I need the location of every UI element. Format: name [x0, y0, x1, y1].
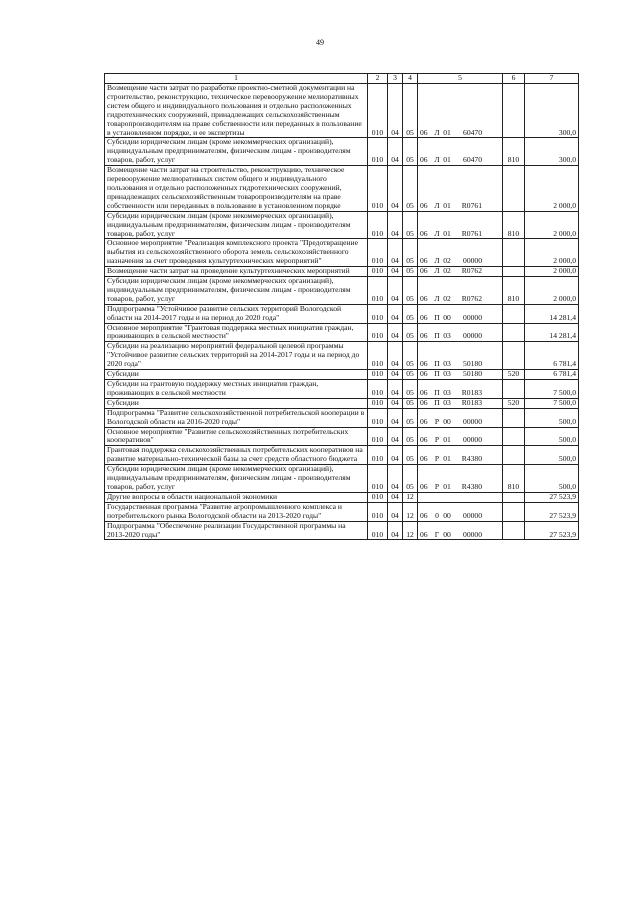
target-article-code — [418, 304, 503, 323]
target-article-code — [418, 342, 503, 370]
grbs-code: 010 — [368, 427, 388, 446]
target-article-part: 01 — [443, 200, 451, 210]
section-code: 04 — [388, 277, 403, 305]
section-code: 04 — [388, 521, 403, 540]
section-code: 04 — [388, 408, 403, 427]
grbs-code: 010 — [368, 323, 388, 342]
target-article-part: Л — [434, 200, 440, 210]
row-name: Подпрограмма "Устойчивое развитие сельских территорий Вологодской области на 2014-2017 годы и на период до 2020 года" — [105, 304, 368, 323]
grbs-code: 010 — [368, 398, 388, 408]
target-article-code — [418, 84, 503, 138]
subsection-code: 05 — [403, 380, 418, 399]
subsection-code: 05 — [403, 277, 418, 305]
target-article-code — [418, 166, 503, 212]
subsection-code: 05 — [403, 239, 418, 267]
target-article-part: Л — [434, 228, 440, 238]
expense-type-code: 810 — [503, 277, 525, 305]
amount: 27 523,9 — [525, 492, 579, 502]
target-article-part: 01 — [443, 228, 451, 238]
target-article-part: 03 — [443, 369, 451, 379]
row-name: Возмещение части затрат на строительство, реконструкцию, техническое перевооружение мелиоративных систем общего и индивидуального пользования и отдельно расположенных гидротехнических сооружений, принадлежащих сельскохозяйственным товаропроизводителям на праве собственности или переданных в пользование в установленном порядке — [105, 166, 368, 212]
target-article-code — [418, 502, 503, 521]
target-article-part: 50180 — [463, 359, 482, 369]
grbs-code: 010 — [368, 492, 388, 502]
section-code: 04 — [388, 84, 403, 138]
target-article-code — [418, 380, 503, 399]
amount: 2 000,0 — [525, 267, 579, 277]
target-article-part: Л — [434, 293, 440, 303]
row-name: Грантовая поддержка сельскохозяйственных потребительских кооперативов на развитие материально-технической базы за счет средств областного бюджета — [105, 446, 368, 465]
table-row — [105, 323, 579, 342]
target-article-part: 06 — [420, 510, 428, 520]
target-article-code — [418, 492, 503, 502]
amount: 500,0 — [525, 408, 579, 427]
expense-type-code: 520 — [503, 398, 525, 408]
target-article-part: 60470 — [463, 155, 482, 165]
row-name: Государственная программа "Развитие агропромышленного комплекса и потребительского рынка Вологодской области на 2013-2020 годы" — [105, 502, 368, 521]
amount: 7 500,0 — [525, 380, 579, 399]
amount: 2 000,0 — [525, 211, 579, 239]
target-article-part: 00000 — [463, 435, 482, 445]
target-article-part: П — [434, 359, 440, 369]
table-row — [105, 380, 579, 399]
target-article-part: 06 — [420, 266, 428, 276]
expense-type-code — [503, 446, 525, 465]
target-article-code — [418, 323, 503, 342]
grbs-code: 010 — [368, 446, 388, 465]
grbs-code: 010 — [368, 239, 388, 267]
grbs-code: 010 — [368, 304, 388, 323]
subsection-code: 05 — [403, 166, 418, 212]
expense-type-code — [503, 521, 525, 540]
expense-type-code — [503, 380, 525, 399]
page-number: 49 — [316, 38, 324, 47]
amount: 2 000,0 — [525, 239, 579, 267]
grbs-code: 010 — [368, 277, 388, 305]
target-article-part: 00 — [443, 416, 451, 426]
amount: 2 000,0 — [525, 166, 579, 212]
grbs-code: 010 — [368, 211, 388, 239]
target-article-part: 60470 — [463, 127, 482, 137]
subsection-code: 05 — [403, 304, 418, 323]
table-row — [105, 370, 579, 380]
subsection-code: 12 — [403, 492, 418, 502]
table-row — [105, 304, 579, 323]
target-article-part: R4380 — [461, 481, 482, 491]
subsection-code: 05 — [403, 84, 418, 138]
target-article-part: 06 — [420, 359, 428, 369]
target-article-part: 06 — [420, 387, 428, 397]
amount: 300,0 — [525, 84, 579, 138]
section-code: 04 — [388, 502, 403, 521]
table-row — [105, 492, 579, 502]
header-cell: 4 — [403, 74, 418, 84]
header-cell: 1 — [105, 74, 368, 84]
subsection-code: 05 — [403, 267, 418, 277]
header-cell: 2 — [368, 74, 388, 84]
expense-type-code — [503, 239, 525, 267]
expense-type-code: 520 — [503, 370, 525, 380]
subsection-code: 05 — [403, 398, 418, 408]
target-article-part: 06 — [420, 435, 428, 445]
section-code: 04 — [388, 138, 403, 166]
target-article-part: Л — [434, 256, 440, 266]
target-article-part: 01 — [443, 481, 451, 491]
expense-type-code — [503, 342, 525, 370]
section-code: 04 — [388, 370, 403, 380]
target-article-part: П — [434, 369, 440, 379]
row-name: Подпрограмма "Обеспечение реализации Государственной программы на 2013-2020 годы" — [105, 521, 368, 540]
row-name: Субсидии юридическим лицам (кроме некоммерческих организаций), индивидуальным предпринимателям, физическим лицам - производителям товаров, работ, услуг — [105, 277, 368, 305]
row-name: Субсидии юридическим лицам (кроме некоммерческих организаций), индивидуальным предпринимателям, физическим лицам - производителям товаров, работ, услуг — [105, 211, 368, 239]
target-article-part: 03 — [443, 398, 451, 407]
section-code: 04 — [388, 166, 403, 212]
target-article-part: 03 — [443, 387, 451, 397]
target-article-code — [418, 398, 503, 408]
expense-type-code — [503, 84, 525, 138]
target-article-part: 02 — [443, 293, 451, 303]
target-article-part: 06 — [420, 228, 428, 238]
target-article-part: 06 — [420, 293, 428, 303]
header-cell: 3 — [388, 74, 403, 84]
row-name: Субсидии юридическим лицам (кроме некоммерческих организаций), индивидуальным предпринимателям, физическим лицам - производителям товаров, работ, услуг — [105, 138, 368, 166]
expense-type-code — [503, 427, 525, 446]
target-article-part: R0183 — [461, 398, 482, 407]
table-row — [105, 211, 579, 239]
grbs-code: 010 — [368, 370, 388, 380]
target-article-code — [418, 521, 503, 540]
amount: 14 281,4 — [525, 304, 579, 323]
target-article-code — [418, 138, 503, 166]
row-name: Возмещение части затрат на проведение культуртехнических мероприятий — [105, 267, 368, 277]
section-code: 04 — [388, 211, 403, 239]
target-article-part: 00 — [443, 529, 451, 539]
table-row — [105, 267, 579, 277]
row-name: Основное мероприятие "Развитие сельскохозяйственных потребительских кооперативов" — [105, 427, 368, 446]
grbs-code: 010 — [368, 408, 388, 427]
grbs-code: 010 — [368, 138, 388, 166]
subsection-code: 05 — [403, 138, 418, 166]
section-code: 04 — [388, 465, 403, 493]
target-article-part: 03 — [443, 359, 451, 369]
row-name: Субсидии — [105, 370, 368, 380]
grbs-code: 010 — [368, 342, 388, 370]
table-row — [105, 465, 579, 493]
target-article-part: Р — [434, 481, 440, 491]
target-article-part: 00 — [443, 510, 451, 520]
target-article-part: Л — [434, 127, 440, 137]
target-article-code — [418, 239, 503, 267]
target-article-part: 02 — [443, 256, 451, 266]
target-article-part: 06 — [420, 481, 428, 491]
target-article-code — [418, 446, 503, 465]
target-article-part: R0183 — [461, 387, 482, 397]
target-article-part: 00000 — [463, 416, 482, 426]
table-row — [105, 398, 579, 408]
section-code: 04 — [388, 492, 403, 502]
target-article-part: 01 — [443, 155, 451, 165]
target-article-part: Г — [434, 529, 440, 539]
target-article-part: 06 — [420, 256, 428, 266]
target-article-part: R0762 — [461, 266, 482, 276]
header-cell: 6 — [503, 74, 525, 84]
row-name: Возмещение части затрат по разработке проектно-сметной документации на строительство, реконструкцию, техническое перевооружение мелиоративных систем общего и индивидуального пользования и отдельно расположенных гидротехнических сооружений, принадлежащих сельскохозяйственным товаропроизводителям на праве собственности или переданных в пользование в установленном порядке, и ее экспертизы — [105, 84, 368, 138]
expense-type-code: 810 — [503, 211, 525, 239]
expense-type-code — [503, 323, 525, 342]
target-article-part: 00000 — [463, 510, 482, 520]
amount: 6 781,4 — [525, 342, 579, 370]
subsection-code: 05 — [403, 446, 418, 465]
amount: 6 781,4 — [525, 370, 579, 380]
header-cell: 5 — [418, 74, 503, 84]
grbs-code: 010 — [368, 166, 388, 212]
target-article-code — [418, 211, 503, 239]
row-name: Субсидии — [105, 398, 368, 408]
target-article-part: П — [434, 398, 440, 407]
table-row — [105, 427, 579, 446]
row-name: Субсидии на реализацию мероприятий федеральной целевой программы "Устойчивое развитие сельских территорий на 2014-2017 годы и на период до 2020 года" — [105, 342, 368, 370]
row-name: Субсидии на грантовую поддержку местных инициатив граждан, проживающих в сельской местности — [105, 380, 368, 399]
target-article-part: 01 — [443, 435, 451, 445]
subsection-code: 05 — [403, 370, 418, 380]
amount: 300,0 — [525, 138, 579, 166]
target-article-part: 06 — [420, 369, 428, 379]
target-article-code — [418, 267, 503, 277]
target-article-part: Р — [434, 416, 440, 426]
expense-type-code — [503, 267, 525, 277]
row-name: Основное мероприятие "Грантовая поддержка местных инициатив граждан, проживающих в сельской местности" — [105, 323, 368, 342]
target-article-part: 02 — [443, 266, 451, 276]
target-article-part: 06 — [420, 312, 428, 322]
grbs-code: 010 — [368, 267, 388, 277]
target-article-part: 06 — [420, 127, 428, 137]
target-article-part: 06 — [420, 331, 428, 341]
amount: 500,0 — [525, 427, 579, 446]
expense-type-code — [503, 166, 525, 212]
table-row — [105, 239, 579, 267]
target-article-part: 0 — [435, 510, 439, 520]
target-article-part: 00000 — [463, 331, 482, 341]
subsection-code: 05 — [403, 408, 418, 427]
table-row — [105, 408, 579, 427]
subsection-code: 05 — [403, 342, 418, 370]
section-code: 04 — [388, 380, 403, 399]
target-article-part: П — [434, 312, 440, 322]
amount: 500,0 — [525, 465, 579, 493]
section-code: 04 — [388, 398, 403, 408]
target-article-code — [418, 370, 503, 380]
target-article-part: 00000 — [463, 312, 482, 322]
table-row — [105, 446, 579, 465]
row-name: Основное мероприятие "Реализация комплексного проекта "Предотвращение выбытия из сельскохозяйственного оборота земель сельскохозяйственного назначения за счет проведения культуртехнических мероприятий" — [105, 239, 368, 267]
expense-type-code — [503, 502, 525, 521]
target-article-part: Л — [434, 266, 440, 276]
amount: 500,0 — [525, 446, 579, 465]
target-article-part: 00 — [443, 312, 451, 322]
target-article-part: Р — [434, 454, 440, 464]
target-article-part: Л — [434, 155, 440, 165]
target-article-part: 50180 — [463, 369, 482, 379]
row-name: Другие вопросы в области национальной экономики — [105, 492, 368, 502]
target-article-part: П — [434, 331, 440, 341]
target-article-part: R0762 — [461, 293, 482, 303]
target-article-code — [418, 408, 503, 427]
subsection-code: 05 — [403, 211, 418, 239]
expense-type-code: 810 — [503, 138, 525, 166]
table-row — [105, 138, 579, 166]
target-article-part: R4380 — [461, 454, 482, 464]
target-article-code — [418, 427, 503, 446]
section-code: 04 — [388, 267, 403, 277]
amount: 14 281,4 — [525, 323, 579, 342]
target-article-part: 01 — [443, 454, 451, 464]
budget-table — [104, 73, 579, 540]
section-code: 04 — [388, 239, 403, 267]
row-name: Подпрограмма "Развитие сельскохозяйственной потребительской кооперации в Вологодской области на 2016-2020 годы" — [105, 408, 368, 427]
target-article-part: 06 — [420, 155, 428, 165]
header-row — [105, 74, 579, 84]
target-article-part: 06 — [420, 529, 428, 539]
subsection-code: 05 — [403, 323, 418, 342]
subsection-code: 12 — [403, 502, 418, 521]
table-row — [105, 277, 579, 305]
subsection-code: 05 — [403, 427, 418, 446]
target-article-part: П — [434, 387, 440, 397]
target-article-part: 00000 — [463, 256, 482, 266]
grbs-code: 010 — [368, 380, 388, 399]
target-article-code — [418, 465, 503, 493]
section-code: 04 — [388, 427, 403, 446]
amount: 2 000,0 — [525, 277, 579, 305]
target-article-part: 01 — [443, 127, 451, 137]
header-cell: 7 — [525, 74, 579, 84]
amount: 27 523,9 — [525, 502, 579, 521]
grbs-code: 010 — [368, 521, 388, 540]
expense-type-code — [503, 492, 525, 502]
section-code: 04 — [388, 304, 403, 323]
amount: 7 500,0 — [525, 398, 579, 408]
target-article-part: R0761 — [461, 200, 482, 210]
subsection-code: 05 — [403, 465, 418, 493]
table-row — [105, 521, 579, 540]
grbs-code: 010 — [368, 465, 388, 493]
expense-type-code: 810 — [503, 465, 525, 493]
grbs-code: 010 — [368, 502, 388, 521]
target-article-part: R0761 — [461, 228, 482, 238]
section-code: 04 — [388, 342, 403, 370]
target-article-part: 00000 — [463, 529, 482, 539]
expense-type-code — [503, 408, 525, 427]
amount: 27 523,9 — [525, 521, 579, 540]
expense-type-code — [503, 304, 525, 323]
subsection-code: 12 — [403, 521, 418, 540]
table-row — [105, 166, 579, 212]
target-article-part: 03 — [443, 331, 451, 341]
section-code: 04 — [388, 446, 403, 465]
target-article-part: 06 — [420, 454, 428, 464]
target-article-part: 06 — [420, 416, 428, 426]
target-article-part: 06 — [420, 398, 428, 407]
table-row — [105, 342, 579, 370]
target-article-part: 06 — [420, 200, 428, 210]
table-row — [105, 84, 579, 138]
target-article-part: Р — [434, 435, 440, 445]
section-code: 04 — [388, 323, 403, 342]
target-article-code — [418, 277, 503, 305]
grbs-code: 010 — [368, 84, 388, 138]
row-name: Субсидии юридическим лицам (кроме некоммерческих организаций), индивидуальным предпринимателям, физическим лицам - производителям товаров, работ, услуг — [105, 465, 368, 493]
table-row — [105, 502, 579, 521]
